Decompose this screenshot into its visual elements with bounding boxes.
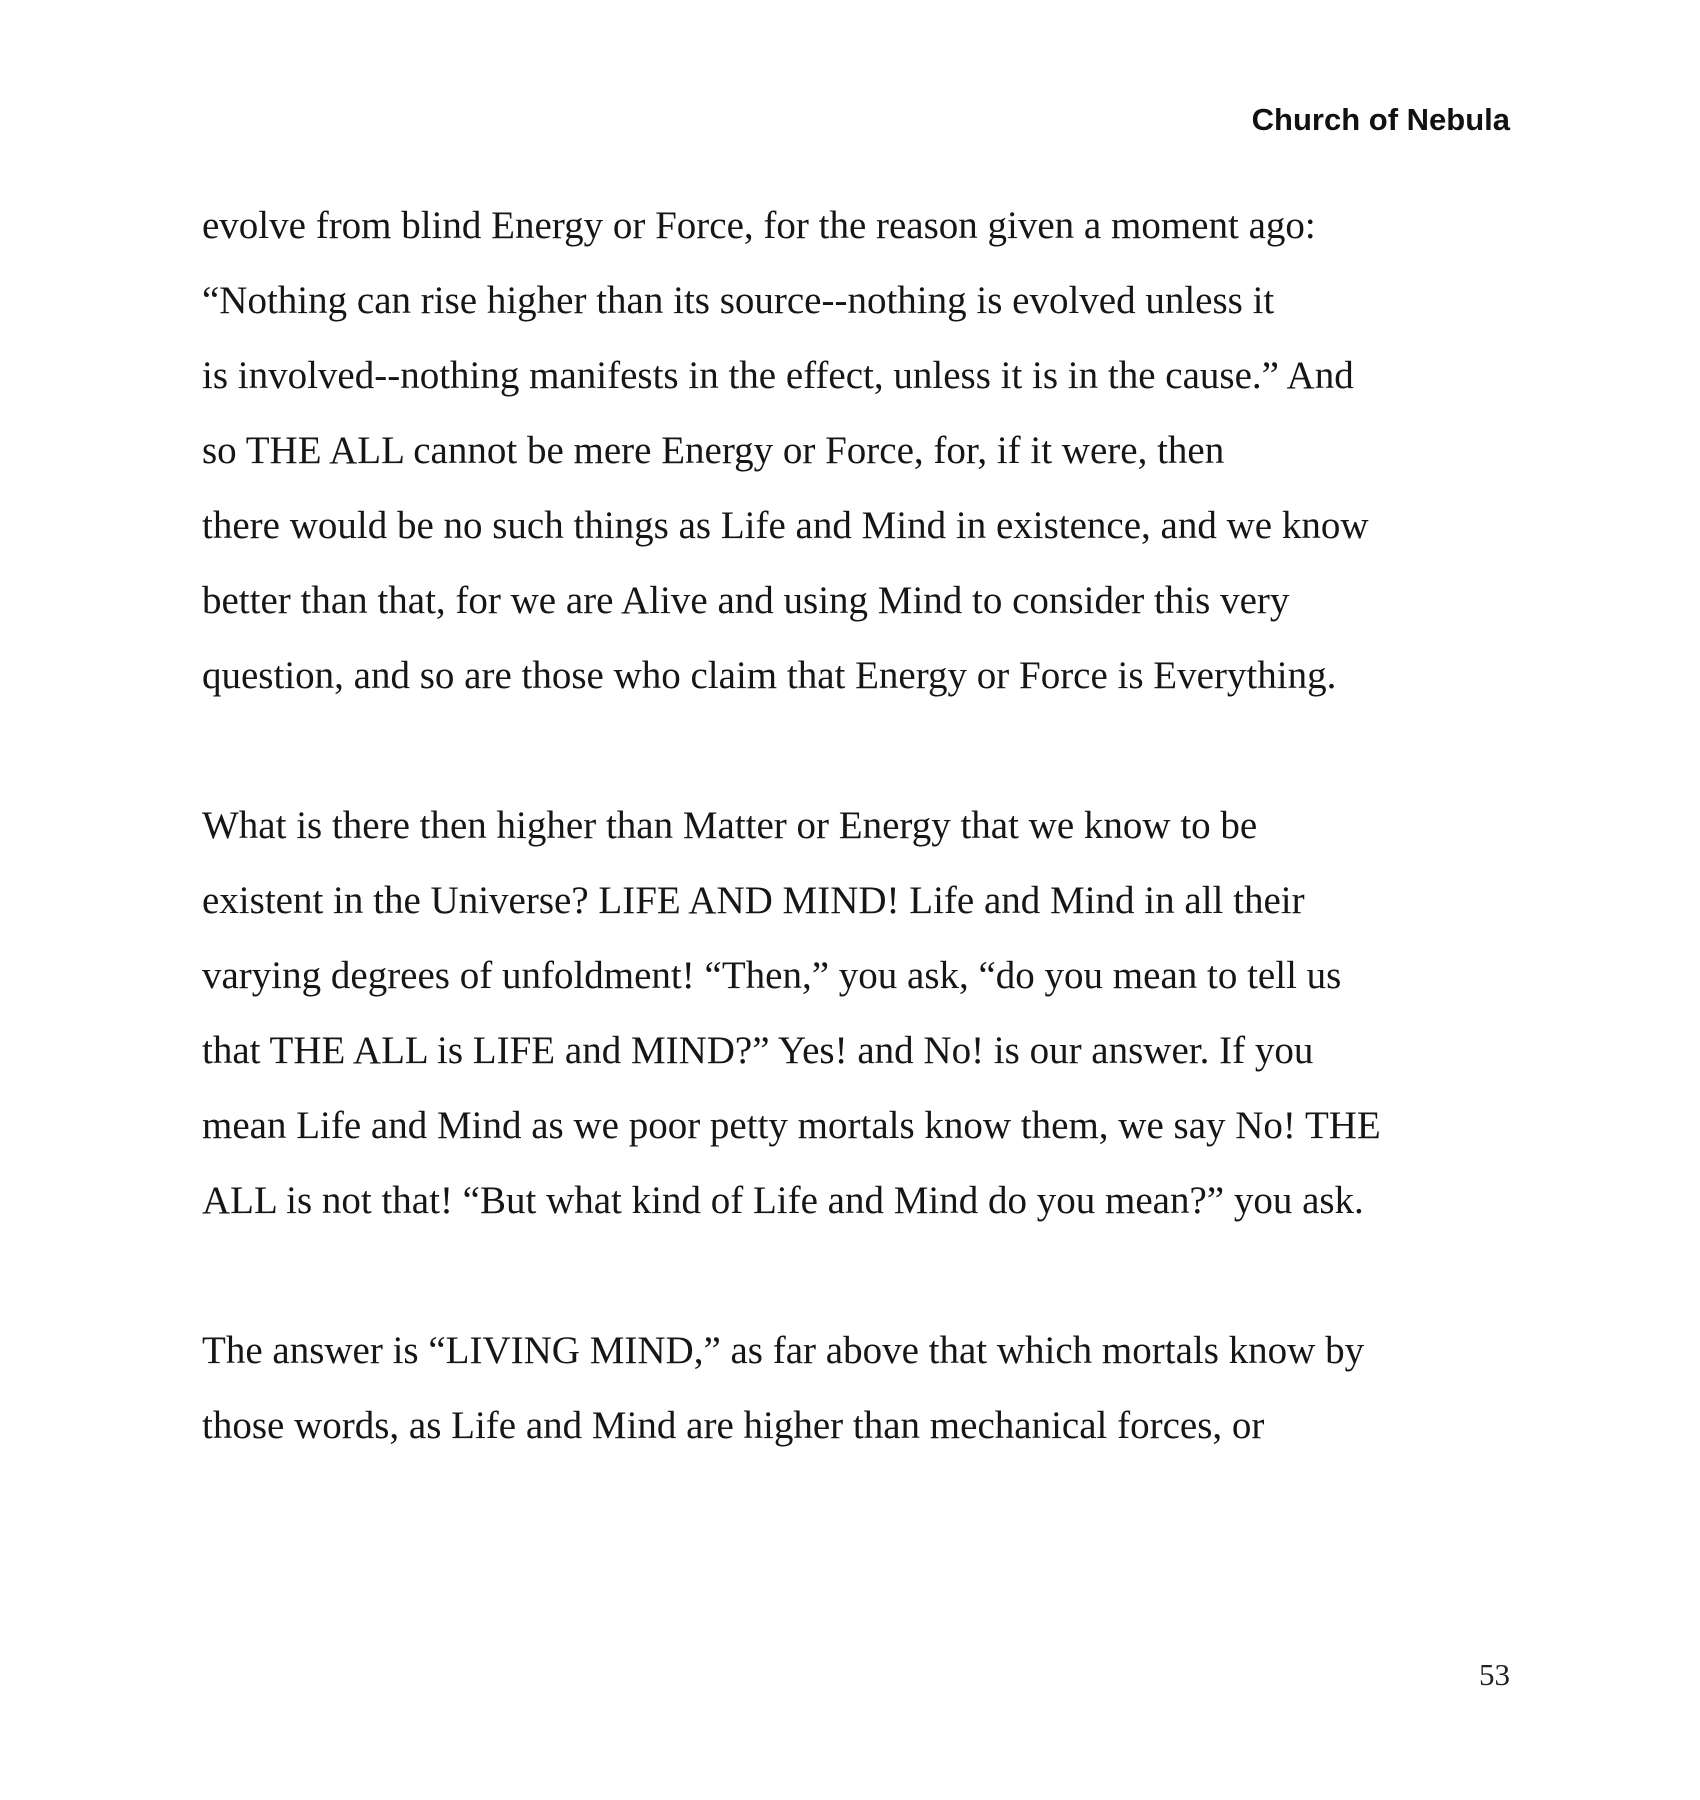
text-line: “Nothing can rise higher than its source--nothing is evolved unless it [202, 279, 1275, 322]
text-line: is involved--nothing manifests in the effect, unless it is in the cause.” And [202, 354, 1354, 397]
text-line: varying degrees of unfoldment! “Then,” you ask, “do you mean to tell us [202, 954, 1342, 997]
text-line: ALL is not that! “But what kind of Life and Mind do you mean?” you ask. [202, 1179, 1364, 1222]
text-line: question, and so are those who claim that Energy or Force is Everything. [202, 654, 1337, 697]
text-line: so THE ALL cannot be mere Energy or Force, for, if it were, then [202, 429, 1225, 472]
text-line: better than that, for we are Alive and using Mind to consider this very [202, 579, 1290, 622]
text-line: those words, as Life and Mind are higher than mechanical forces, or [202, 1404, 1265, 1447]
paragraph-2 [202, 788, 1532, 1238]
running-header: Church of Nebula [1251, 102, 1510, 137]
body-text [202, 188, 1532, 1463]
text-line: What is there then higher than Matter or Energy that we know to be [202, 804, 1258, 847]
text-line: mean Life and Mind as we poor petty mortals know them, we say No! THE [202, 1104, 1381, 1147]
text-line: The answer is “LIVING MIND,” as far above that which mortals know by [202, 1329, 1365, 1372]
text-line: evolve from blind Energy or Force, for the reason given a moment ago: [202, 204, 1316, 247]
paragraph-1 [202, 188, 1532, 713]
paragraph-3 [202, 1313, 1532, 1463]
text-line: existent in the Universe? LIFE AND MIND! Life and Mind in all their [202, 879, 1305, 922]
page-number: 53 [1479, 1657, 1510, 1692]
text-line: that THE ALL is LIFE and MIND?” Yes! and No! is our answer. If you [202, 1029, 1314, 1072]
text-line: there would be no such things as Life and Mind in existence, and we know [202, 504, 1369, 547]
